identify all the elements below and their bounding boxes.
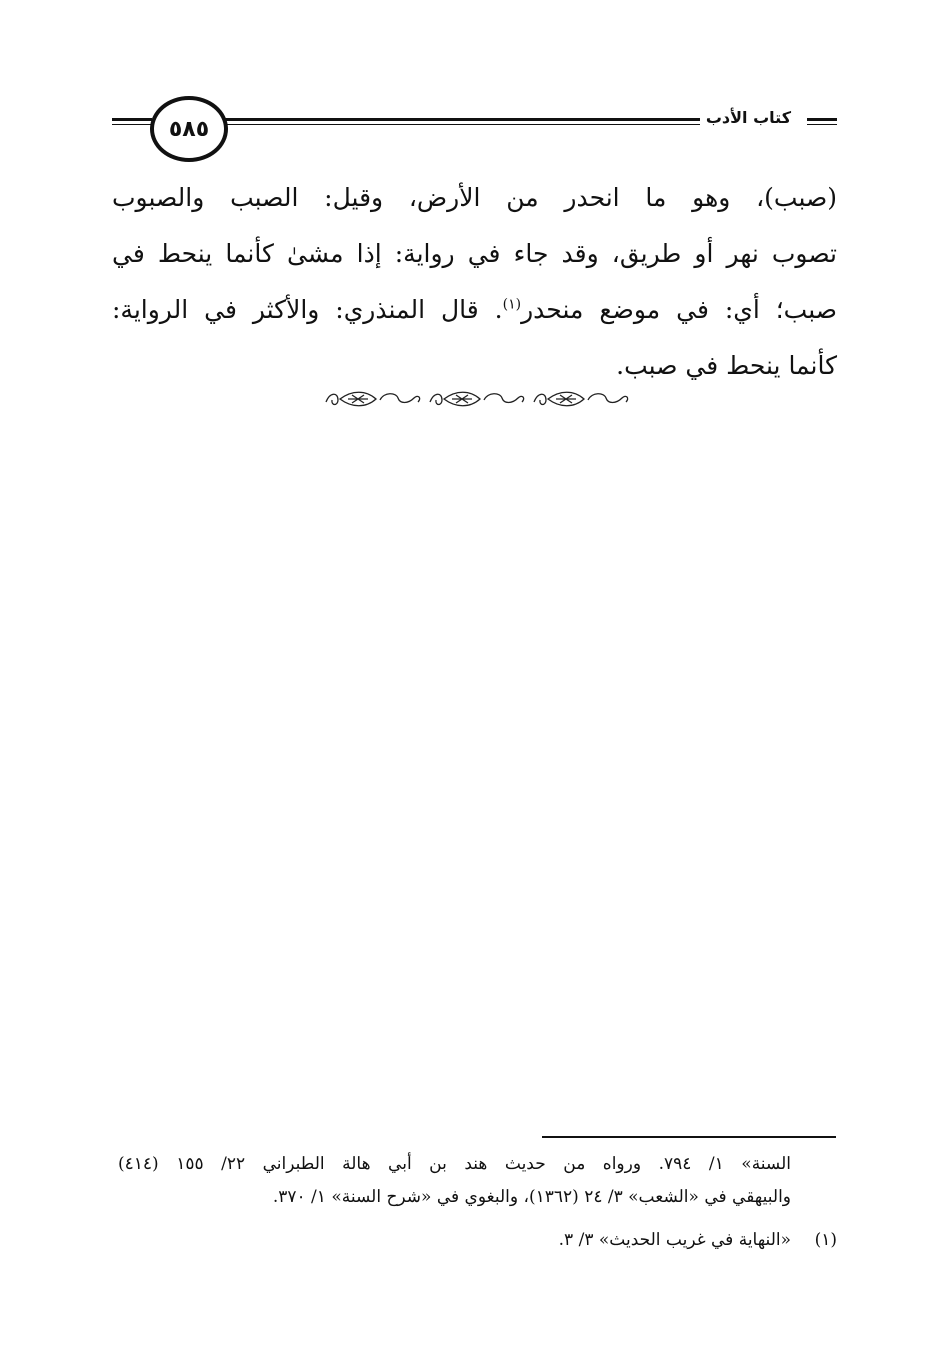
book-title: كتاب الأدب (700, 108, 797, 128)
footnote-number: (١) (814, 1230, 837, 1250)
footnote-continuation-line: السنة» ١/ ٧٩٤. ورواه من حديث هند بن أبي هالة الطبراني ٢٢/ ١٥٥ (٤١٤) (118, 1154, 792, 1174)
text-segment: . قال المنذري: والأكثر في الرواية: (112, 295, 503, 324)
footnote-item (118, 1224, 837, 1257)
footnotes (118, 1148, 837, 1257)
ornament-unit (534, 392, 628, 406)
header-rule-main-thin (224, 124, 707, 125)
header-rule-left-thin (112, 124, 152, 125)
page-number: ٥٨٥ (150, 96, 228, 162)
text-segment: صبب؛ أي: في موضع منحدر (521, 295, 838, 324)
footnote-separator (542, 1136, 836, 1138)
text-line (112, 282, 837, 338)
header-rule-right (807, 118, 837, 121)
footnote-continuation-line: والبيهقي في «الشعب» ٣/ ٢٤ (١٣٦٢)، والبغوي في «شرح السنة» ١/ ٣٧٠. (272, 1187, 791, 1207)
header-rule-main (224, 118, 707, 121)
footnote-reference[interactable]: (١) (502, 296, 522, 313)
page-header (112, 96, 837, 166)
main-text (112, 170, 837, 394)
ornament-unit (430, 392, 524, 406)
footnote-text: «النهاية في غريب الحديث» ٣/ ٣. (558, 1230, 791, 1250)
section-divider-ornament (322, 384, 632, 414)
text-line: تصوب نهر أو طريق، وقد جاء في رواية: إذا مشىٰ كأنما ينحط في (112, 239, 837, 268)
header-rule-left (112, 118, 152, 121)
text-line: كأنما ينحط في صبب. (616, 351, 837, 380)
ornament-unit (326, 392, 420, 406)
text-line: (صبب)، وهو ما انحدر من الأرض، وقيل: الصبب والصبوب (112, 183, 837, 212)
header-rule-right-thin (807, 124, 837, 125)
